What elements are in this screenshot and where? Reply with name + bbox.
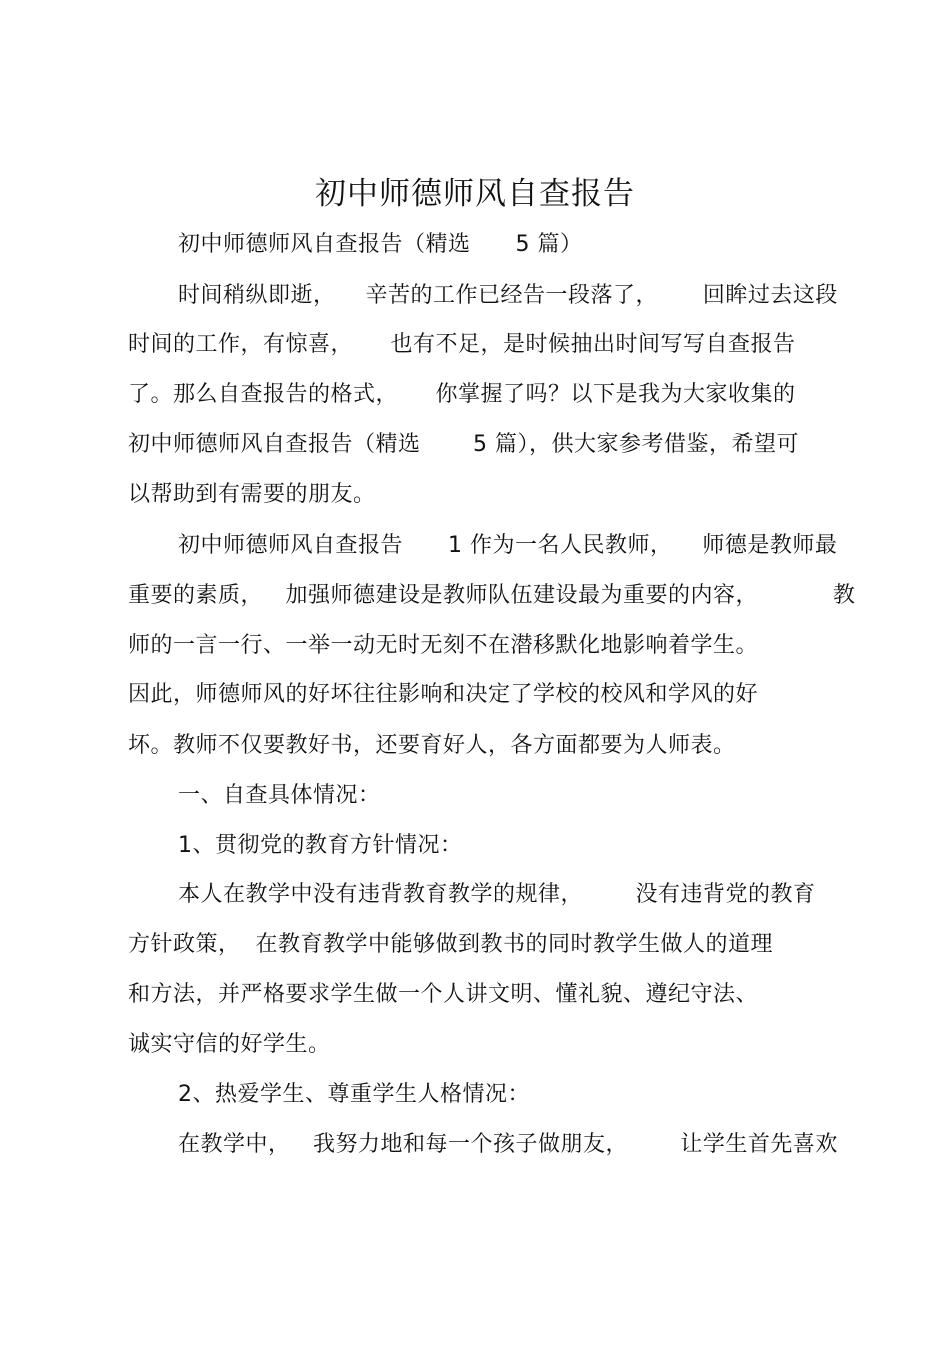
paragraph-line: 重要的素质， 加强师德建设是教师队伍建设最为重要的内容， 教 bbox=[128, 583, 856, 608]
paragraph-line: 诚实守信的好学生。 bbox=[128, 1032, 331, 1057]
paragraph-line: 因此，师德师风的好坏往往影响和决定了学校的校风和学风的好 bbox=[128, 682, 759, 707]
paragraph-line: 本人在教学中没有违背教育教学的规律， 没有违背党的教育 bbox=[178, 882, 816, 907]
document-title: 初中师德师风自查报告 bbox=[315, 176, 635, 212]
section-heading: 一、自查具体情况： bbox=[178, 783, 381, 808]
paragraph-line: 初中师德师风自查报告（精选 5 篇），供大家参考借鉴，希望可 bbox=[128, 432, 799, 457]
subsection-heading: 2、热爱学生、尊重学生人格情况： bbox=[178, 1082, 530, 1107]
paragraph-line: 方针政策， 在教育教学中能够做到教书的同时教学生做人的道理 bbox=[128, 932, 773, 957]
paragraph-line: 和方法，并严格要求学生做一个人讲文明、懂礼貌、遵纪守法、 bbox=[128, 982, 759, 1007]
paragraph-line: 以帮助到有需要的朋友。 bbox=[128, 482, 376, 507]
paragraph-line: 师的一言一行、一举一动无时无刻不在潜移默化地影响着学生。 bbox=[128, 633, 759, 658]
paragraph-line: 初中师德师风自查报告 1 作为一名人民教师， 师德是教师最 bbox=[178, 533, 838, 558]
paragraph-line: 了。那么自查报告的格式， 你掌握了吗？以下是我为大家收集的 bbox=[128, 382, 796, 407]
paragraph-line: 时间的工作，有惊喜， 也有不足，是时候抽出时间写写自查报告 bbox=[128, 332, 796, 357]
document-subtitle: 初中师德师风自查报告（精选 5 篇） bbox=[178, 232, 583, 257]
paragraph-line: 坏。教师不仅要教好书，还要育好人，各方面都要为人师表。 bbox=[128, 733, 736, 758]
paragraph-line: 在教学中， 我努力地和每一个孩子做朋友， 让学生首先喜欢 bbox=[178, 1132, 838, 1157]
subsection-heading: 1、贯彻党的教育方针情况： bbox=[178, 833, 463, 858]
paragraph-line: 时间稍纵即逝， 辛苦的工作已经告一段落了， 回眸过去这段 bbox=[178, 283, 838, 308]
